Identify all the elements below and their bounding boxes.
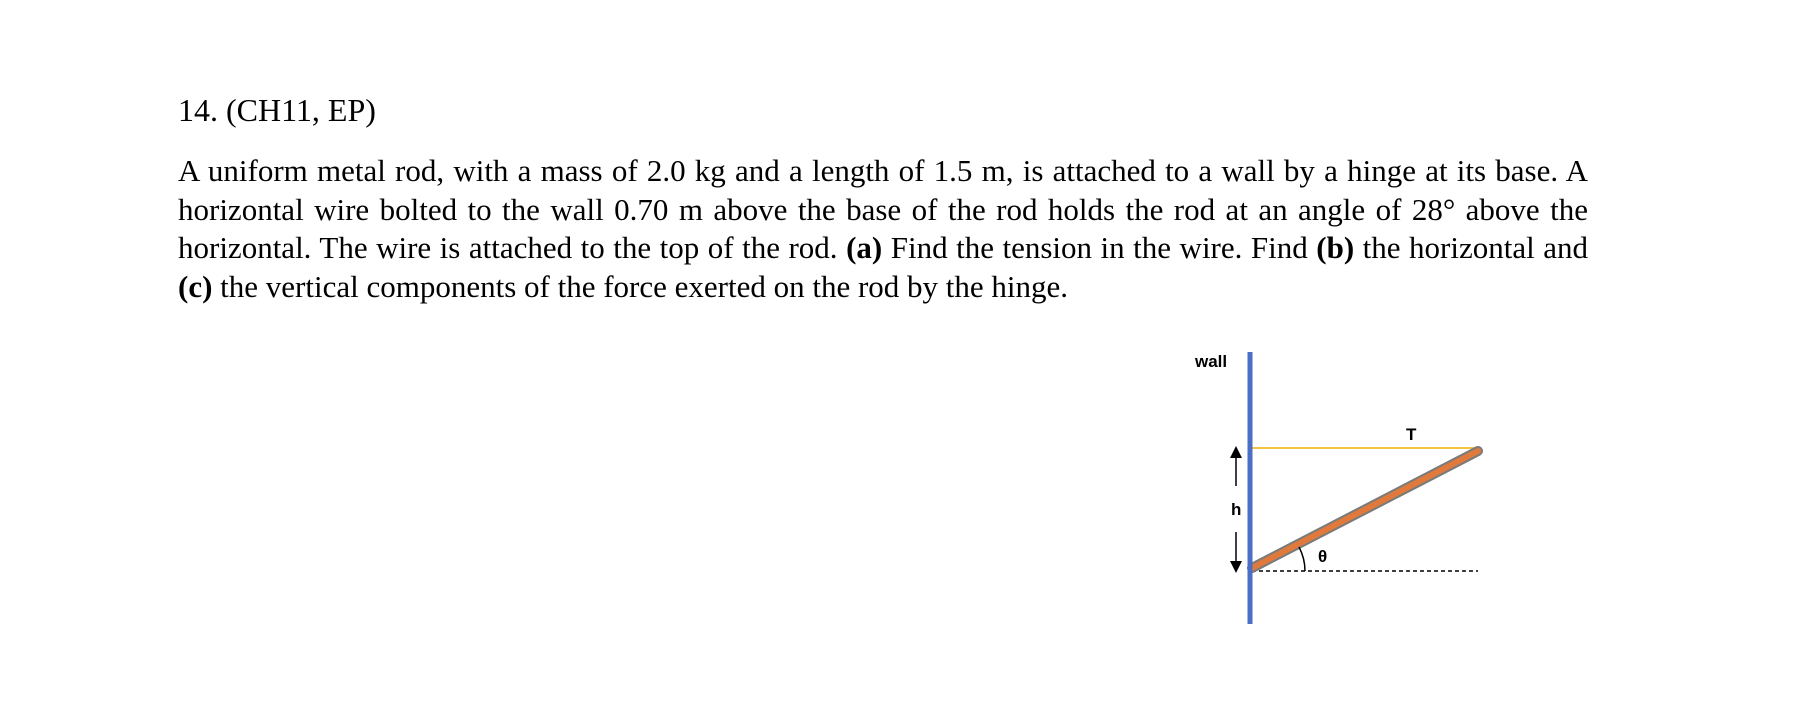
part-c-label: (c) <box>178 268 213 304</box>
problem-text-part-4: the vertical components of the force exerted on the rod by the hinge. <box>212 268 1069 304</box>
part-a-label: (a) <box>846 230 883 265</box>
wall-label: wall <box>1195 352 1228 371</box>
problem-title: 14. (CH11, EP) <box>178 92 376 128</box>
angle-arc <box>1299 547 1305 571</box>
problem-text-part-2: Find the tension in the wire. Find <box>882 230 1317 265</box>
height-label: h <box>1231 500 1242 519</box>
part-b-label: (b) <box>1316 230 1355 265</box>
problem-text-part-3: the horizontal and <box>1354 230 1588 265</box>
problem-text-part-1: A uniform metal rod, with a mass of 2.0 kg and a length of 1.5 m, is attached to a wall by a hinge at its base. A horizontal wire bolted to the wall 0.70 m above the base of the rod holds the rod at an angle of 28° above the horizontal. The wire is attached to the top of the rod. <box>178 153 1588 265</box>
tension-label: T <box>1406 425 1417 444</box>
angle-label: θ <box>1318 547 1328 566</box>
rod <box>1252 451 1478 568</box>
rod-wall-diagram <box>1180 340 1500 630</box>
problem-statement <box>178 152 1588 306</box>
